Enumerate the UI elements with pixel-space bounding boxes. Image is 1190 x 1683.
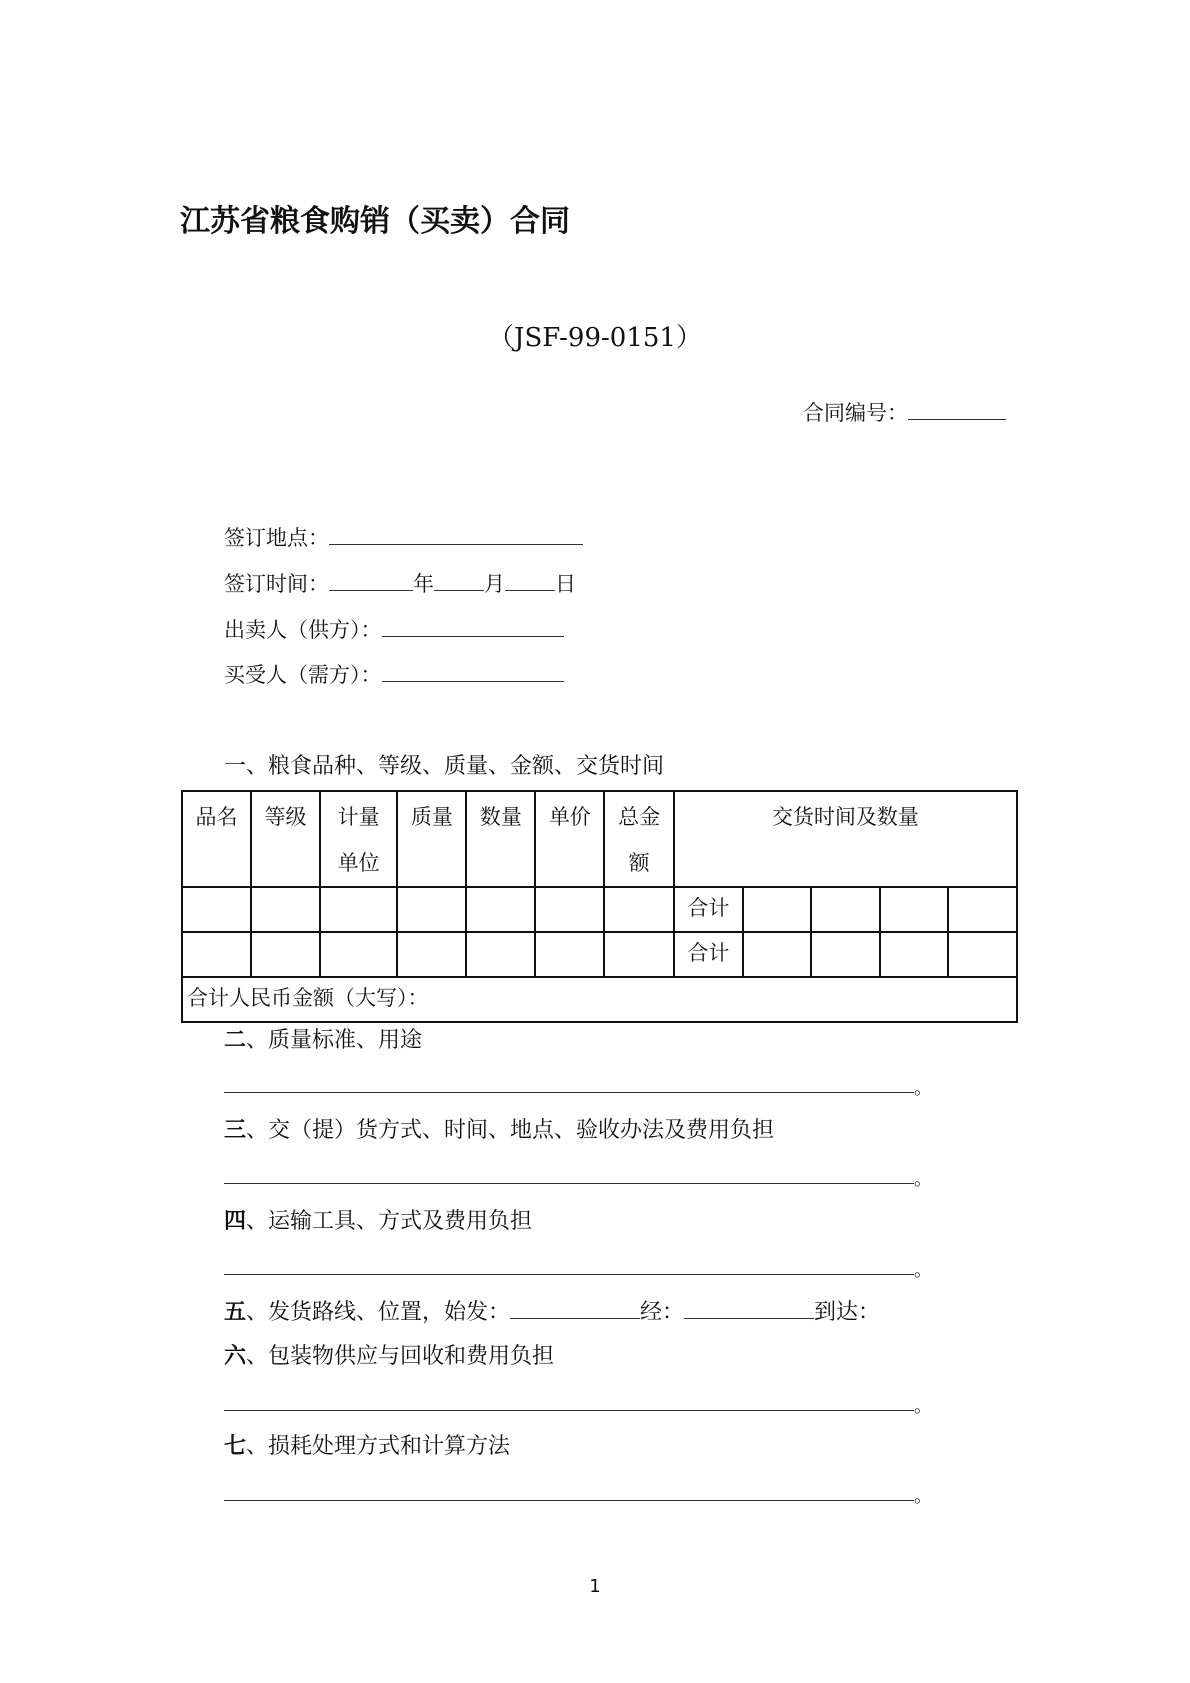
section-3-heading — [224, 1113, 774, 1144]
table-cell[interactable] — [466, 932, 535, 977]
year-blank[interactable] — [329, 570, 413, 591]
table-cell[interactable] — [251, 932, 320, 977]
table-cell[interactable] — [466, 887, 535, 932]
section-6-period: 。 — [914, 1396, 932, 1417]
via-label: 经： — [640, 1300, 685, 1325]
table-cell[interactable] — [320, 887, 397, 932]
buyer-row — [224, 659, 564, 689]
section-6-text: 、包装物供应与回收和费用负担 — [246, 1344, 555, 1369]
month-blank[interactable] — [434, 570, 484, 591]
table-row — [182, 932, 1017, 977]
table-cell[interactable] — [743, 887, 812, 932]
section-5-text: 、发货路线、位置，始发： — [246, 1300, 511, 1325]
goods-table — [181, 790, 1018, 1023]
section-6-blank[interactable] — [224, 1410, 914, 1411]
total-row — [182, 977, 1017, 1022]
table-header-row — [182, 791, 1017, 887]
section-7-period: 。 — [914, 1486, 932, 1507]
section-5-heading — [224, 1295, 880, 1326]
origin-blank[interactable] — [510, 1298, 640, 1319]
section-4-heading — [224, 1204, 532, 1235]
header-cell: 数量 — [466, 791, 535, 887]
document-title: 江苏省粮食购销（买卖）合同 — [180, 204, 570, 239]
section-2-period: 。 — [914, 1078, 932, 1099]
buyer-label: 买受人（需方）： — [224, 663, 382, 687]
contract-number-blank[interactable] — [908, 399, 1006, 420]
table-cell[interactable] — [251, 887, 320, 932]
header-cell: 交货时间及数量 — [674, 791, 1017, 887]
header-cell: 品名 — [182, 791, 251, 887]
header-cell: 质量 — [397, 791, 466, 887]
buyer-blank[interactable] — [382, 661, 564, 682]
section-2-blank[interactable] — [224, 1092, 914, 1093]
sign-place-blank[interactable] — [329, 524, 583, 545]
table-cell[interactable] — [880, 932, 949, 977]
table-cell[interactable] — [743, 932, 812, 977]
contract-number-label: 合同编号： — [803, 401, 908, 425]
table-cell[interactable] — [811, 887, 880, 932]
header-cell-text: 总金额 — [618, 805, 661, 875]
table-cell[interactable] — [948, 887, 1017, 932]
table-cell[interactable] — [397, 887, 466, 932]
section-6-heading — [224, 1339, 554, 1370]
section-5-number: 五 — [224, 1300, 247, 1325]
section-1-heading: 一、粮食品种、等级、质量、金额、交货时间 — [224, 754, 665, 779]
section-4-blank[interactable] — [224, 1274, 914, 1275]
destination-label: 到达： — [814, 1300, 881, 1325]
form-code: （JSF-99-0151） — [488, 323, 702, 353]
sign-place-row — [224, 522, 583, 552]
total-amount-cell[interactable]: 合计人民币金额（大写）： — [182, 977, 1017, 1022]
sign-time-label: 签订时间： — [224, 572, 329, 596]
section-3-number: 三 — [224, 1118, 247, 1143]
contract-number-row — [803, 397, 1006, 427]
day-blank[interactable] — [505, 570, 555, 591]
subtotal-label-cell: 合计 — [674, 887, 743, 932]
table-cell[interactable] — [880, 887, 949, 932]
table-cell[interactable] — [604, 887, 674, 932]
section-6-number: 六 — [224, 1344, 247, 1369]
header-cell — [320, 791, 397, 887]
table-cell[interactable] — [182, 887, 251, 932]
via-blank[interactable] — [684, 1298, 814, 1319]
section-3-blank[interactable] — [224, 1183, 914, 1184]
day-label: 日 — [555, 572, 576, 596]
year-label: 年 — [413, 572, 434, 596]
subtotal-label-cell: 合计 — [674, 932, 743, 977]
section-2-text: 、质量标准、用途 — [246, 1028, 423, 1053]
seller-blank[interactable] — [382, 616, 564, 637]
header-cell-text: 计量单位 — [337, 805, 380, 875]
header-cell — [604, 791, 674, 887]
table-cell[interactable] — [811, 932, 880, 977]
seller-label: 出卖人（供方）： — [224, 618, 382, 642]
sign-time-row — [224, 568, 576, 598]
section-7-heading — [224, 1429, 510, 1460]
section-4-number: 四 — [224, 1209, 247, 1234]
header-cell: 单价 — [535, 791, 604, 887]
seller-row — [224, 614, 564, 644]
section-2-number: 二 — [224, 1028, 247, 1053]
month-label: 月 — [484, 572, 505, 596]
page-number: 1 — [589, 1576, 601, 1597]
table-cell[interactable] — [397, 932, 466, 977]
table-row — [182, 887, 1017, 932]
section-2-heading — [224, 1023, 422, 1054]
table-cell[interactable] — [948, 932, 1017, 977]
header-cell: 等级 — [251, 791, 320, 887]
section-3-text: 、交（提）货方式、时间、地点、验收办法及费用负担 — [246, 1118, 775, 1143]
table-cell[interactable] — [604, 932, 674, 977]
sign-place-label: 签订地点： — [224, 526, 329, 550]
section-4-period: 。 — [914, 1260, 932, 1281]
table-cell[interactable] — [320, 932, 397, 977]
table-cell[interactable] — [535, 887, 604, 932]
section-3-period: 。 — [914, 1169, 932, 1190]
section-7-text: 、损耗处理方式和计算方法 — [246, 1434, 511, 1459]
section-7-blank[interactable] — [224, 1500, 914, 1501]
section-7-number: 七 — [224, 1434, 247, 1459]
table-cell[interactable] — [182, 932, 251, 977]
section-4-text: 、运输工具、方式及费用负担 — [246, 1209, 533, 1234]
table-cell[interactable] — [535, 932, 604, 977]
